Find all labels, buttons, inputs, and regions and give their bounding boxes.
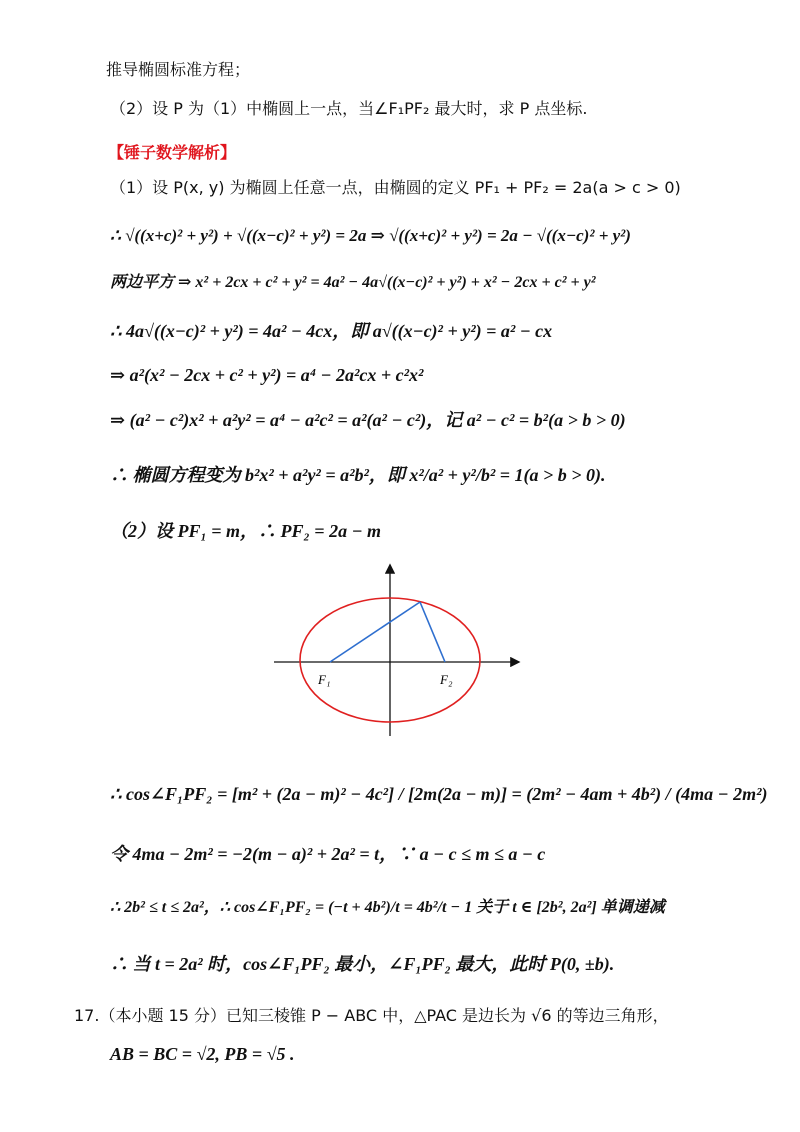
solution-line-2: ∴ √((x+c)² + y²) + √((x−c)² + y²) = 2a ⇒ √((x+c)² + y²) = 2a − √((x−c)² + y²) bbox=[110, 226, 631, 245]
solution-line-4: ∴ 4a√((x−c)² + y²) = 4a² − 4cx，即 a√((x−c)² + y²) = a² − cx bbox=[110, 321, 553, 341]
text-line-1: 推导椭圆标准方程； bbox=[106, 60, 251, 79]
solution-line-10: 令 4ma − 2m² = −2(m − a)² + 2a² = t，∵ a − c ≤ m ≤ a − c bbox=[110, 844, 546, 864]
solution-line-7: ∴ 椭圆方程变为 b²x² + a²y² = a²b²，即 x²/a² + y²/b² = 1(a > b > 0). bbox=[110, 465, 606, 485]
solution-heading: 【锤子数学解析】 bbox=[108, 143, 237, 162]
solution-line-3: 两边平方 ⇒ x² + 2cx + c² + y² = 4a² − 4a√((x−c)² + y²) + x² − 2cx + c² + y² bbox=[110, 274, 596, 291]
solution-line-11: ∴ 2b² ≤ t ≤ 2a²，∴ cos∠F₁PF₂ = (−t + 4b²)/t = 4b²/t − 1 关于 t ∈ [2b², 2a²] 单调递减 bbox=[110, 899, 665, 916]
solution-line-12: ∴ 当 t = 2a² 时，cos∠F₁PF₂ 最小，∠F₁PF₂ 最大，此时 P(0, ±b). bbox=[110, 954, 615, 974]
label-f2: F₂ bbox=[440, 672, 453, 687]
segment-pf1 bbox=[330, 602, 420, 662]
label-f1: F₁ bbox=[318, 672, 331, 687]
question-17-prompt: 17.（本小题 15 分）已知三棱锥 P − ABC 中，△PAC 是边长为 √6 的等边三角形， bbox=[74, 1006, 669, 1025]
question-2-prompt: （2）设 P 为（1）中椭圆上一点，当∠F₁PF₂ 最大时，求 P 点坐标. bbox=[110, 99, 588, 118]
solution-line-1: （1）设 P(x, y) 为椭圆上任意一点，由椭圆的定义 PF₁ + PF₂ = 2a(a > c > 0) bbox=[110, 178, 681, 197]
solution-line-8: （2）设 PF₁ = m，∴ PF₂ = 2a − m bbox=[110, 521, 381, 541]
ellipse-figure bbox=[270, 560, 530, 740]
segment-pf2 bbox=[420, 602, 445, 662]
solution-line-9: ∴ cos∠F₁PF₂ = [m² + (2a − m)² − 4c²] / [2m(2a − m)] = (2m² − 4am + 4b²) / (4ma − 2m²) bbox=[110, 784, 768, 804]
question-17-condition: AB = BC = √2, PB = √5 . bbox=[110, 1044, 295, 1064]
solution-line-5: ⇒ a²(x² − 2cx + c² + y²) = a⁴ − 2a²cx + c²x² bbox=[110, 365, 424, 385]
solution-line-6: ⇒ (a² − c²)x² + a²y² = a⁴ − a²c² = a²(a² − c²)，记 a² − c² = b²(a > b > 0) bbox=[110, 410, 626, 430]
